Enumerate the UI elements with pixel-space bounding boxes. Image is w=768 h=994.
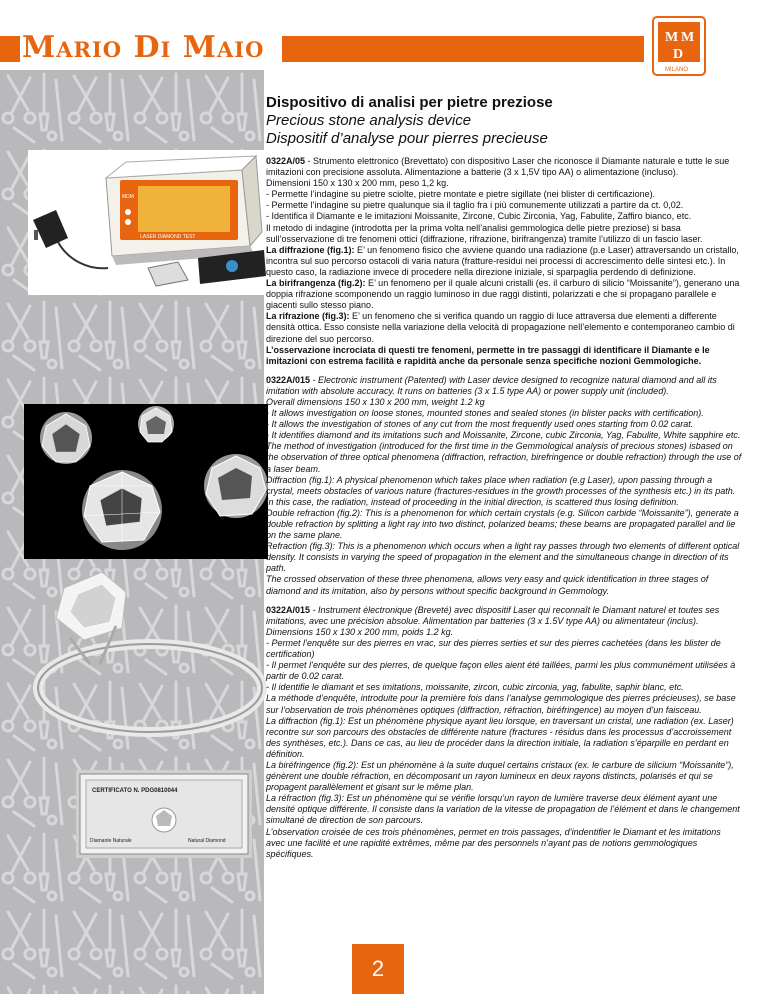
device-photo [28, 150, 268, 295]
svg-text:LASER DIAMOND TEST: LASER DIAMOND TEST [140, 234, 196, 240]
diamond-fig4 [204, 454, 268, 518]
svg-text:D: D [673, 47, 684, 62]
svg-text:M: M [681, 30, 695, 45]
svg-text:MILANO: MILANO [665, 67, 689, 73]
title-fr: Dispositif d’analyse pour pierres precieuse [266, 130, 548, 147]
svg-text:Natural Diamond: Natural Diamond [188, 838, 226, 844]
title-en: Precious stone analysis device [266, 112, 472, 129]
diamond-fig3 [82, 470, 162, 550]
diamonds-photo [24, 404, 268, 559]
svg-text:CERTIFICATO N. PDG0810044: CERTIFICATO N. PDG0810044 [92, 788, 178, 794]
mdm-logo [650, 14, 708, 78]
svg-text:MDM: MDM [122, 194, 134, 200]
brand-name: Mario Di Maio [22, 30, 265, 65]
ring-photo [30, 568, 270, 738]
section-english: 0322A/015 - Electronic instrument (Patented) with Laser device designed to recognize natural diamond and all its imitation with absolute accuracy. It runs on batteries (3 x 1.5 type AA) or power supply unit (included). Overall dimensions 150 x 130 x 200 mm, weight 1.2 kg - It allows investigation on loose stones, mounted stones and sealed stones (in blister packs with certification). - It allows the investigation of stones of any cut from the most frequently used ones starting from 0.02 carat. - It identifies diamond and its imitations such and Moissanite, Zircone, cubic Zirconia, Yag, Fabulite, White sapphire etc. The method of investigation (introduced for the first time in the Gemmological analysis of precious stones) isbased on the observation of three optical phenomena (diffraction, refraction, birefringence or double refraction) through the use of a laser beam. Diffraction (fig.1): A physical phenomenon which takes place when radiation (e.g Laser), upon passing through a crystal, meets obstacles of various nature (fractures-residues in the growth processes of the synthesis etc.) in its path. In this case, the radiation, instead of proceeding in the initial direction, is scattered thus losing definition. Double refraction (fig.2): This is a phenomenon for which certain crystals (e.g. Silicon carbide “Moissanite”), generate a double refraction by splitting a light ray into two distinct, polarized beams; these beams are propagated parallel and lie on the same plane. Refraction (fig.3): This is a phenomenon which occurs when a light ray passes through two elements of different optical density. It consists in varying the speed of propagation in the element and the simultaneous change in direction of its path. The crossed observation of these three phenomena, allows very easy and quick identification in three stages of diamond and its imitation, also by persons without specific background in Gemmology. [266, 374, 742, 596]
section-french: 0322A/015 - Instrument électronique (Breveté) avec dispositif Laser qui reconnaît le Diamant naturel et toutes ses imitations, avec une précision absolue. Alimentation par batteries (3 x 1.5V type AA) ou alimentateur (inclus). Dimensions 150 x 130 x 200 mm, poids 1.2 kg. - Permet l’enquête sur des pierres en vrac, sur des pierres serties et sur des pierres cachetées (dans les blister de certification) - Il permet l’enquête sur des pierres, de quelque façon elles aient été taillées, parmi les plus communément utilisées à partir de 0.02 carat. - Il identifie le diamant et ses imitations, moissanite, zircon, cubic zirconia, yag, fabulite, saphir blanc, etc. La méthode d’enquête, introduite pour la première fois dans l’analyse gemmologique des pierres précieuses), se base sur l’observation de trois phénomènes optiques (diffraction, réfraction, biréfringence) au moyen d’un faisceau. La diffraction (fig.1): Est un phénomène physique ayant lieu lorsque, en traversant un cristal, une radiation (ex. Laser) recontre sur son parcours des obstacles de différente nature (fractures - résidus dans les processus d’accroissement des synthèses, etc.). Dans ce cas, au lieu de procéder dans la direction initiale, la radiation s’éparpille en perdant en définition. La biréfringence (fig.2): Est un phénomène à la suite duquel certains cristaux (ex. le carbure de silicium “Moissanite”), génèrent une double réfraction, en décomposant un rayon lumineux en deux rayons distincts, polarisés et qui se propagent parallèlement et gisant sur le même plan. La réfraction (fig.3): Est un phénomène qui se vérifie lorsqu’un rayon de lumière traverse deux élément ayant une densité optique différente. Il consiste dans la variation de la vitesse de propagation de l’élément et dans le changement simultané de direction de son parcours. L’observation croisée de ces trois phénomènes, permet en trois passages, d’indentifier le Diamant et les imitations avec une facilité et une rapidité extrêmes, même par des personnels n’ayant pas de notions gemmologiques spécifiques. [266, 604, 740, 859]
content-column [266, 94, 742, 860]
svg-text:M: M [665, 30, 679, 45]
certificate-photo [76, 770, 252, 858]
diamond-fig1 [40, 412, 92, 464]
page-number: 2 [352, 944, 404, 994]
section-italian: 0322A/05 - Strumento elettronico (Brevettato) con dispositivo Laser che riconosce il Diamante naturale e tutte le sue imitazioni con precisione assoluta. Alimentazione a batterie (3 x 1,5V tipo AA) o alimentazione (incluso). Dimensioni 150 x 130 x 200 mm, peso 1,2 kg. - Permette l’indagine su pietre sciolte, pietre montate e pietre sigillate (nei blister di certificazione). - Permette l’indagine su pietre qualunque sia il taglio fra i più comunemente utilizzati a partire da ct. 0,02. - Identifica il Diamante e le imitazioni Moissanite, Zircone, Cubic Zirconia, Yag, Fabulite, Zaffiro bianco, etc. Il metodo di indagine (introdotta per la prima volta nell’analisi gemmologica delle pietre preziose) si basa sull’osservazione di tre fenomeni ottici (diffrazione, rifrazione, birifrangenza) tramite l’utilizzo di un fascio laser. La diffrazione (fig.1): E’ un fenomeno fisico che avviene quando una radiazione (p.e Laser) attraversando un cristallo, incontra sul suo percorso ostacoli di varia natura (fratture-residui nei processi di accrescimento delle sintesi etc.). In questo caso, la radiazione invece di procedere nella direzione iniziale, si sparpaglia perdendo di definizione. La birifrangenza (fig.2): E’ un fenomeno per il quale alcuni cristalli (es. il carburo di silicio “Moissanite”), generano una doppia rifrazione scomponendo un raggio luminoso in due raggi distinti, polarizzati e che si propagano parallele e giacenti sullo stesso piano. La rifrazione (fig.3): E’ un fenomeno che si verifica quando un raggio di luce attraversa due elementi a differente densità ottica. Esso consiste nella variazione della velocità di propagazione nell’elemento e contemporaneo cambio di direzione del suo percorso. L’osservazione incrociata di questi tre fenomeni, permette in tre passaggi di identificare il Diamante e le imitazioni con estrema facilità e rapidità anche da personale senza specifiche nozioni Gemmologiche. [266, 156, 740, 366]
svg-text:Diamante Naturale: Diamante Naturale [90, 838, 132, 844]
diamond-fig2 [138, 406, 174, 442]
title-it: Dispositivo di analisi per pietre preziose [266, 94, 553, 111]
